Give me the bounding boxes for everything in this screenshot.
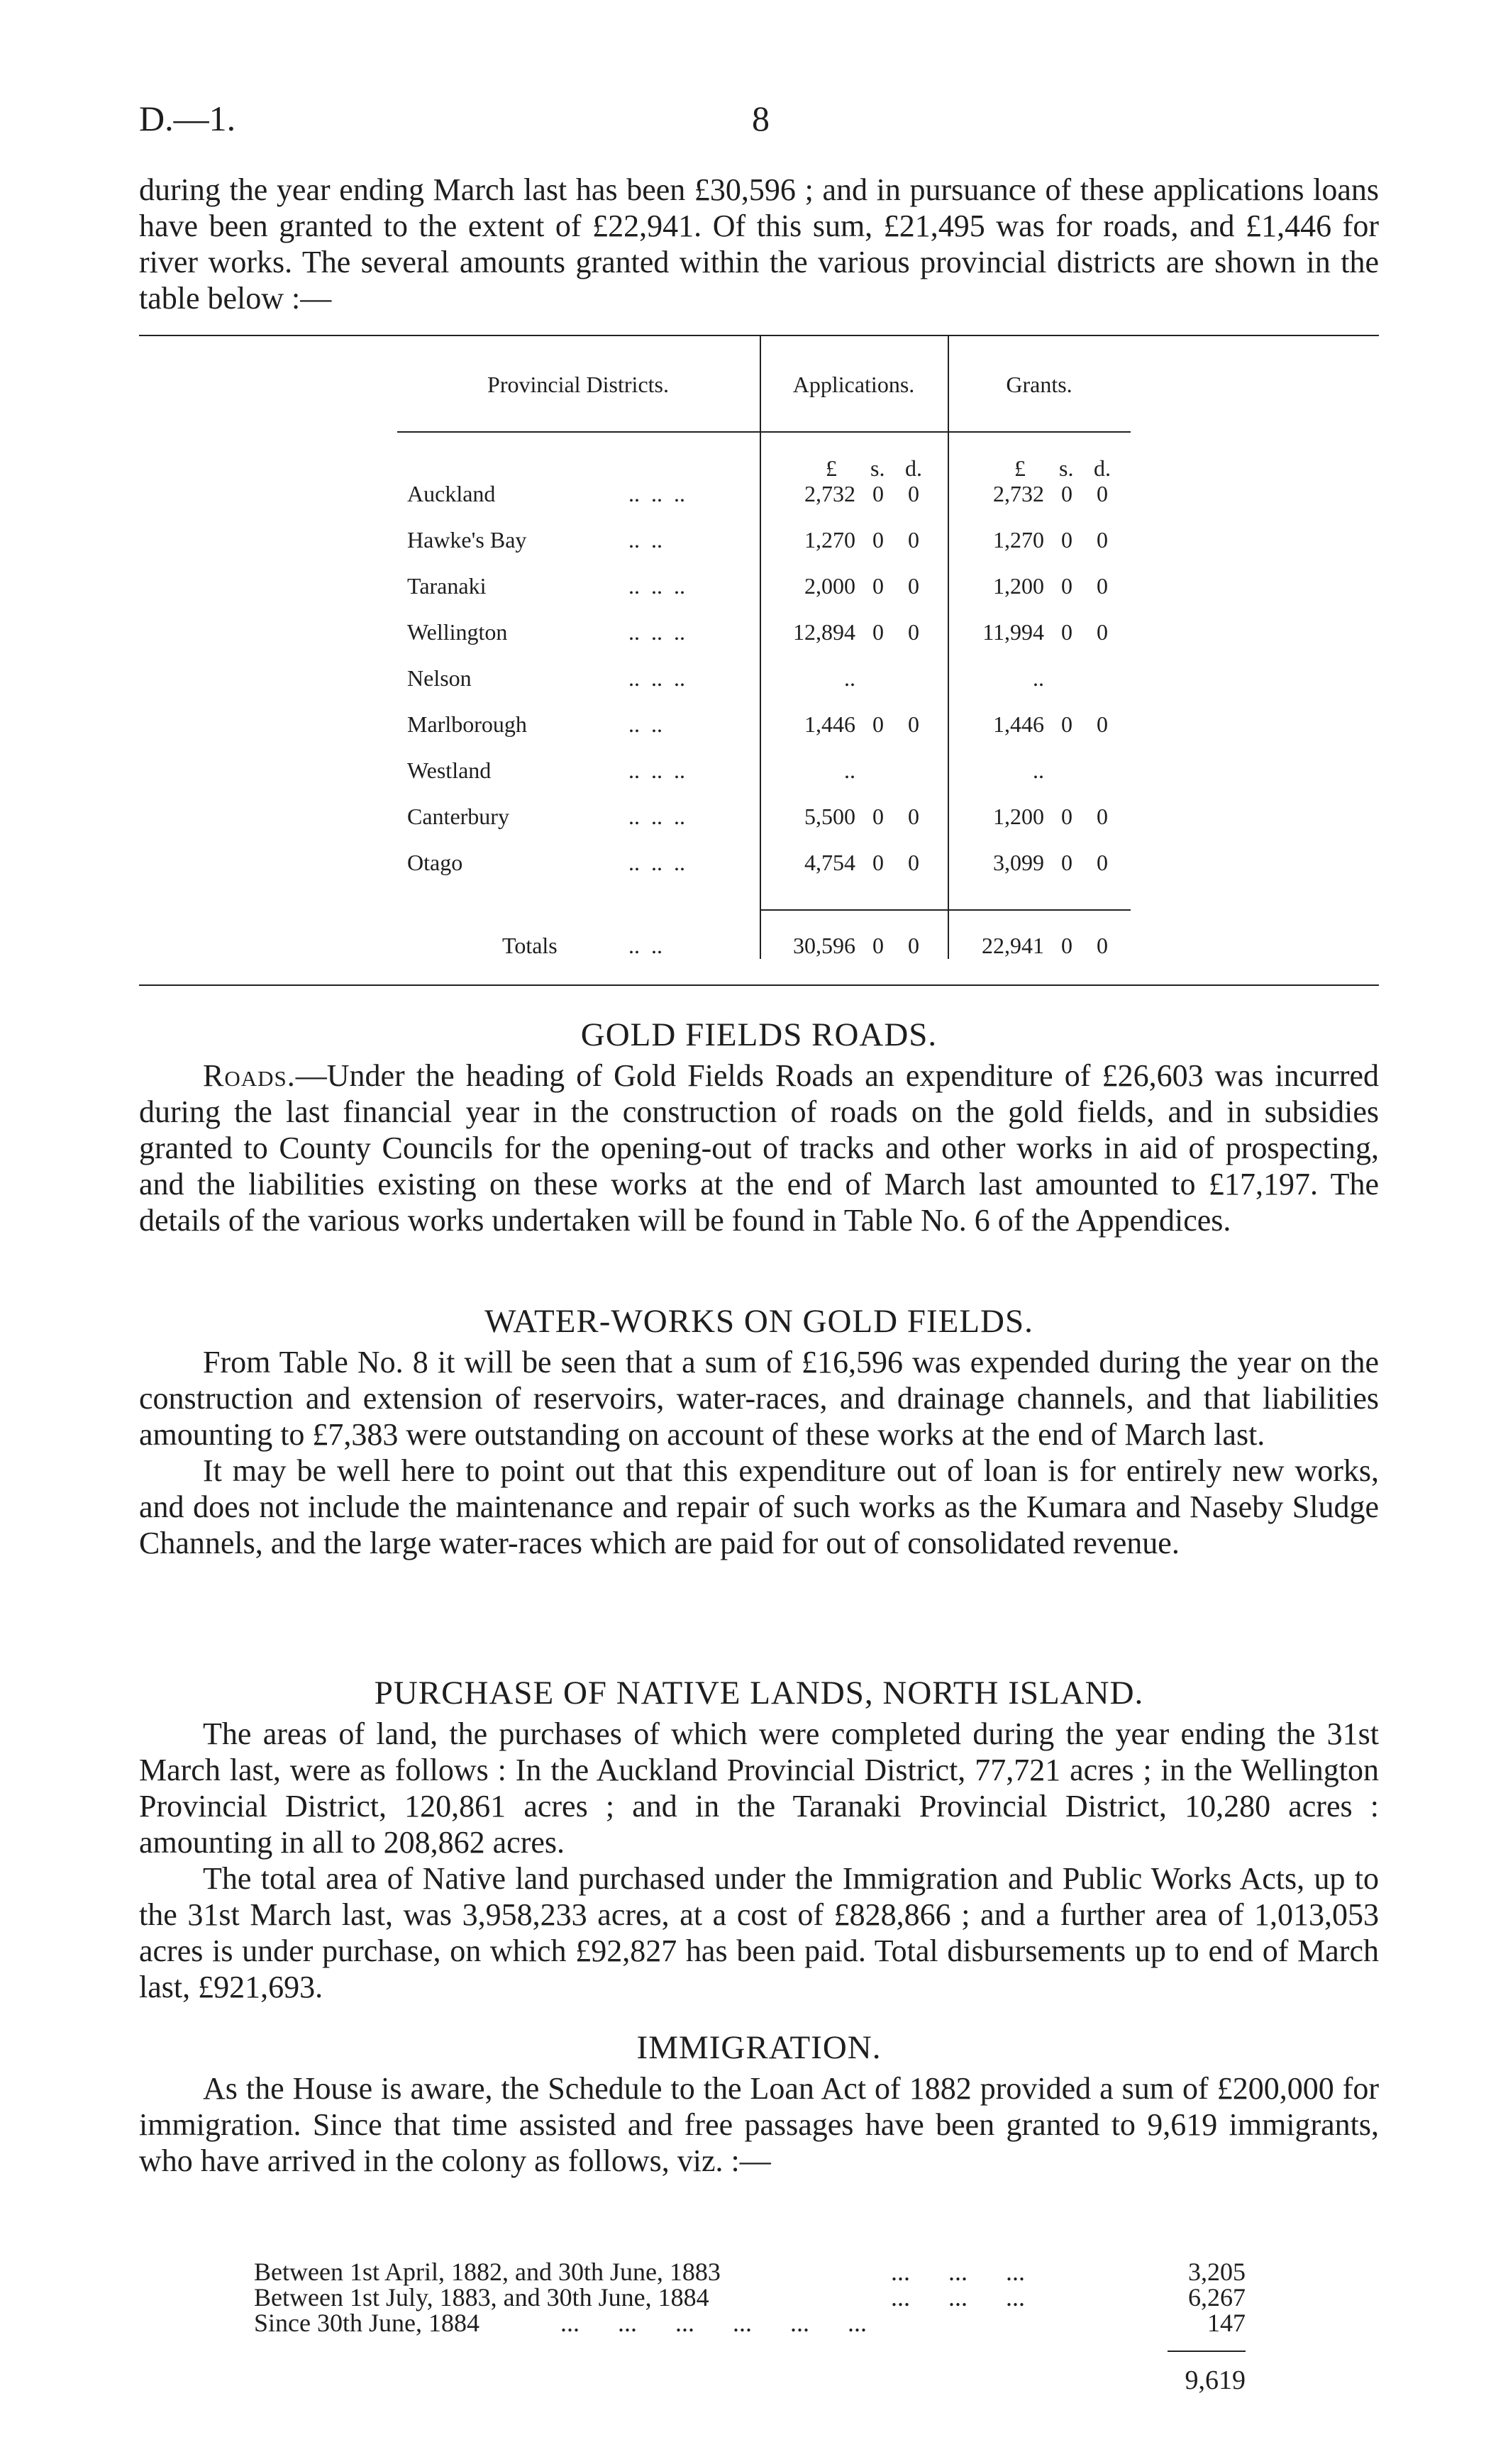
table-row-app-pence: 0 <box>908 850 919 875</box>
table-row-district: Canterbury <box>407 804 509 829</box>
native-lands-paragraph-2: The total area of Native land purchased under the Immigration and Public Works Acts, up to the 31st March last, was 3,958,233 acres, at a cost of £828,866 ; and a further area of 1,013,053 acres is under purchase, on which £92,827 has been paid. Total disbursements up to end of March last, £921,693. <box>139 1861 1379 2004</box>
table-row-app-shillings: 0 <box>872 573 884 599</box>
table-divider-1 <box>760 335 761 959</box>
table-row-gr-pence: 0 <box>1097 481 1108 506</box>
table-row-gr-shillings: 0 <box>1061 850 1072 875</box>
immigration-row-dots: ... ... ... <box>891 2258 1025 2286</box>
unit-app-pound: £ <box>826 455 837 481</box>
table-row-gr-shillings: 0 <box>1061 573 1072 599</box>
table-row-district: Taranaki <box>407 573 487 599</box>
header-applications: Applications. <box>792 372 915 397</box>
table-row-gr-shillings: 0 <box>1061 481 1072 506</box>
table-row-app-pounds: .. <box>844 757 855 783</box>
table-row-app-pounds: 4,754 <box>804 850 855 875</box>
table-row-gr-shillings: 0 <box>1061 711 1072 737</box>
table-row-gr-pence: 0 <box>1097 850 1108 875</box>
table-row-district: Nelson <box>407 665 472 691</box>
table-row-app-pounds: 2,000 <box>804 573 855 599</box>
table-row-gr-shillings: 0 <box>1061 527 1072 553</box>
immigration-paragraph: As the House is aware, the Schedule to the Loan Act of 1882 provided a sum of £200,000 for immigration. Since that time assisted and free passages have been granted to 9,619 immigrants, who have arrived in the colony as follows, viz. :— <box>139 2071 1379 2178</box>
table-row-app-pence: 0 <box>908 804 919 829</box>
water-works-paragraph-1: From Table No. 8 it will be seen that a sum of £16,596 was expended during the year on the construction and extension of reservoirs, water-races, and drainage channels, and that liabilities amounting to £7,383 were outstanding on account of these works at the end of March last. <box>139 1345 1379 1452</box>
gold-fields-roads-heading: GOLD FIELDS ROADS. <box>580 1016 938 1053</box>
totals-gr-pounds: 22,941 <box>982 933 1044 958</box>
table-row-app-pence: 0 <box>908 527 919 553</box>
gold-fields-roads-section <box>139 1017 1379 1238</box>
table-row-gr-pounds: 1,200 <box>993 573 1044 599</box>
native-lands-section <box>139 1675 1379 2005</box>
table-row-gr-pounds: 2,732 <box>993 481 1044 506</box>
table-row-district: Westland <box>407 757 492 783</box>
header-grants: Grants. <box>1006 372 1072 397</box>
intro-section <box>139 172 1379 316</box>
table-row-app-shillings: 0 <box>872 711 884 737</box>
table-row-dots: .. .. .. <box>628 804 685 829</box>
table-row-gr-pounds: 11,994 <box>982 619 1044 645</box>
immigration-row-value: 6,267 <box>1188 2283 1246 2312</box>
table-row-dots: .. .. <box>628 527 662 553</box>
table-row-app-pounds: 1,270 <box>804 527 855 553</box>
table-header-rule <box>397 431 1131 433</box>
totals-rule-grants <box>948 909 1131 911</box>
table-row-app-shillings: 0 <box>872 619 884 645</box>
immigration-row-label: Between 1st July, 1883, and 30th June, 1884 <box>254 2283 709 2312</box>
unit-gr-pound: £ <box>1014 455 1026 481</box>
native-lands-heading: PURCHASE OF NATIVE LANDS, NORTH ISLAND. <box>374 1675 1144 1711</box>
header-districts: Provincial Districts. <box>487 372 669 397</box>
totals-gr-shillings: 0 <box>1061 933 1072 958</box>
table-row-gr-pence: 0 <box>1097 573 1108 599</box>
unit-gr-shilling: s. <box>1059 455 1074 481</box>
table-row-gr-pence: 0 <box>1097 711 1108 737</box>
table-row-app-shillings: 0 <box>872 527 884 553</box>
totals-app-pence: 0 <box>908 933 919 958</box>
immigration-heading: IMMIGRATION. <box>636 2029 882 2066</box>
table-row-app-pence: 0 <box>908 573 919 599</box>
table-row-dots: .. .. .. <box>628 481 685 506</box>
table-row-dots: .. .. .. <box>628 619 685 645</box>
immigration-total: 9,619 <box>1185 2365 1246 2395</box>
table-row-app-shillings: 0 <box>872 804 884 829</box>
gold-fields-roads-paragraph <box>139 1058 1379 1238</box>
table-row-gr-pounds: .. <box>1033 665 1044 691</box>
immigration-row-label: Between 1st April, 1882, and 30th June, 1883 <box>254 2258 721 2286</box>
table-bottom-rule <box>139 984 1379 986</box>
table-row-dots: .. .. .. <box>628 573 685 599</box>
table-row-dots: .. .. .. <box>628 665 685 691</box>
table-row-dots: .. .. <box>628 711 662 737</box>
table-row-app-pence: 0 <box>908 619 919 645</box>
page-number: 8 <box>752 99 770 138</box>
table-row-district: Otago <box>407 850 463 875</box>
unit-app-shilling: s. <box>870 455 885 481</box>
table-row-app-pence: 0 <box>908 711 919 737</box>
table-row-dots: .. .. .. <box>628 850 685 875</box>
immigration-row-value: 3,205 <box>1188 2258 1246 2286</box>
table-row-dots: .. .. .. <box>628 757 685 783</box>
table-row-gr-pounds: 1,200 <box>993 804 1044 829</box>
table-row-gr-pence: 0 <box>1097 619 1108 645</box>
immigration-section <box>139 2030 1379 2179</box>
table-row-gr-pounds: .. <box>1033 757 1044 783</box>
document-reference: D.—1. <box>139 99 236 138</box>
table-row-gr-pounds: 3,099 <box>993 850 1044 875</box>
water-works-heading: WATER-WORKS ON GOLD FIELDS. <box>484 1303 1033 1340</box>
table-row-district: Auckland <box>407 481 496 506</box>
table-row-app-pounds: .. <box>844 665 855 691</box>
table-row-app-shillings: 0 <box>872 850 884 875</box>
totals-dots: .. .. <box>628 933 662 958</box>
totals-label: Totals <box>502 933 558 958</box>
table-top-rule <box>139 335 1379 336</box>
immigration-row-label: Since 30th June, 1884 <box>254 2309 479 2337</box>
table-row-app-pounds: 5,500 <box>804 804 855 829</box>
table-row-district: Hawke's Bay <box>407 527 527 553</box>
table-row-gr-pounds: 1,446 <box>993 711 1044 737</box>
totals-rule-applications <box>760 909 948 911</box>
table-row-app-pence: 0 <box>908 481 919 506</box>
water-works-section <box>139 1304 1379 1561</box>
roads-lead: Roads. <box>203 1058 296 1093</box>
table-row-district: Marlborough <box>407 711 527 737</box>
totals-app-pounds: 30,596 <box>793 933 855 958</box>
immigration-total-rule <box>1168 2351 1246 2352</box>
table-row-app-pounds: 2,732 <box>804 481 855 506</box>
native-lands-paragraph-1: The areas of land, the purchases of which were completed during the year ending the 31st March last, were as follows : In the Auckland Provincial District, 77,721 acres ; in the Wellington Provincial District, 120,861 acres ; and in the Taranaki Provincial District, 10,280 acres : amounting in all to 208,862 acres. <box>139 1716 1379 1860</box>
intro-paragraph: during the year ending March last has been £30,596 ; and in pursuance of these applications loans have been granted to the extent of £22,941. Of this sum, £21,495 was for roads, and £1,446 for river works. The several amounts granted within the various provincial districts are shown in the table below :— <box>139 172 1379 316</box>
unit-gr-pence: d. <box>1094 455 1111 481</box>
unit-app-pence: d. <box>905 455 922 481</box>
table-row-app-shillings: 0 <box>872 481 884 506</box>
table-row-district: Wellington <box>407 619 508 645</box>
table-row-gr-shillings: 0 <box>1061 619 1072 645</box>
totals-gr-pence: 0 <box>1097 933 1108 958</box>
table-row-gr-pounds: 1,270 <box>993 527 1044 553</box>
table-divider-2 <box>948 335 949 959</box>
totals-app-shillings: 0 <box>872 933 884 958</box>
table-row-gr-pence: 0 <box>1097 804 1108 829</box>
immigration-row-dots: ... ... ... <box>891 2283 1025 2312</box>
roads-text: —Under the heading of Gold Fields Roads an expenditure of £26,603 was incurred during the last financial year in the construction of roads on the gold fields, and in subsidies granted to County Councils for the opening-out of tracks and other works in aid of prospecting, and the liabilities existing on these works at the end of March last amounted to £17,197. The details of the various works undertaken will be found in Table No. 6 of the Appendices. <box>139 1058 1379 1238</box>
table-row-app-pounds: 1,446 <box>804 711 855 737</box>
immigration-row-value: 147 <box>1207 2309 1246 2337</box>
table-row-gr-pence: 0 <box>1097 527 1108 553</box>
immigration-row-dots: ... ... ... ... ... ... <box>560 2309 867 2337</box>
table-row-gr-shillings: 0 <box>1061 804 1072 829</box>
water-works-paragraph-2: It may be well here to point out that this expenditure out of loan is for entirely new works, and does not include the maintenance and repair of such works as the Kumara and Naseby Sludge Channels, and the large water-races which are paid for out of consolidated revenue. <box>139 1453 1379 1560</box>
table-row-app-pounds: 12,894 <box>793 619 855 645</box>
